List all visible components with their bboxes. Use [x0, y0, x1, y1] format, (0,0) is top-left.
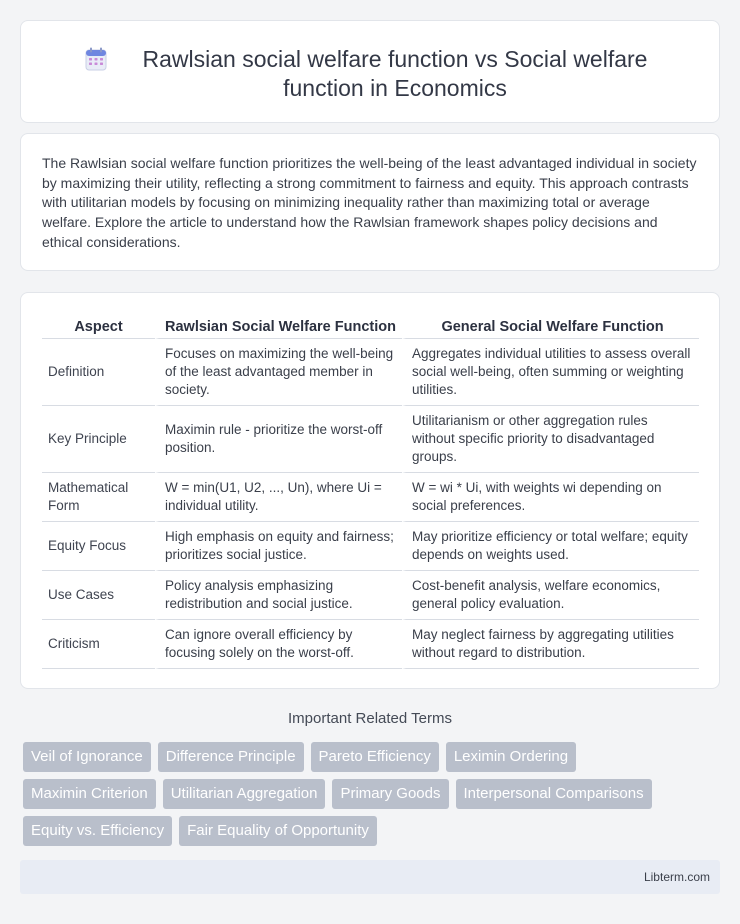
tag-row: [23, 779, 703, 809]
footer-site-link[interactable]: Libterm.com: [643, 870, 710, 884]
table-row: [42, 339, 699, 406]
tag-utilitarian-aggregation[interactable]: Utilitarian Aggregation: [163, 779, 326, 809]
row-general: Aggregates individual utilities to assess overall social well-being, often summing or weighting utilities.: [402, 339, 699, 406]
row-general: May prioritize efficiency or total welfare; equity depends on weights used.: [402, 522, 699, 571]
tag-difference-principle[interactable]: Difference Principle: [158, 742, 304, 772]
footer: [20, 860, 720, 894]
intro-paragraph: The Rawlsian social welfare function prioritizes the well-being of the least advantaged individual in society by maximizing their utility, reflecting a strong commitment to fairness and equity. This approach contrasts with utilitarian models by focusing on minimizing inequality rather than maximizing total or average welfare. Explore the article to understand how the Rawlsian framework shapes policy decisions and ethical considerations.: [42, 155, 697, 250]
tag-equity-vs-efficiency[interactable]: Equity vs. Efficiency: [23, 816, 172, 846]
table-row: [42, 406, 699, 473]
tag-row: [23, 816, 703, 846]
row-aspect: Equity Focus: [42, 522, 155, 571]
table-header-row: [42, 315, 699, 339]
table-row: [42, 522, 699, 571]
intro-card: [20, 133, 720, 271]
row-rawlsian: High emphasis on equity and fairness; prioritizes social justice.: [155, 522, 402, 571]
row-aspect: Criticism: [42, 620, 155, 669]
related-terms-title: Important Related Terms: [288, 710, 452, 727]
header-general: General Social Welfare Function: [402, 315, 699, 339]
title-card: [20, 20, 720, 123]
row-aspect: Mathematical Form: [42, 473, 155, 522]
tag-row: [23, 742, 703, 772]
comparison-table: [42, 315, 699, 669]
table-row: [42, 473, 699, 522]
page-title: Rawlsian social welfare function vs Social welfare function in Economics: [142, 46, 648, 101]
tag-primary-goods[interactable]: Primary Goods: [332, 779, 448, 809]
header-aspect: Aspect: [42, 315, 155, 339]
related-terms-list: [23, 742, 703, 853]
tag-leximin-ordering[interactable]: Leximin Ordering: [446, 742, 576, 772]
table-row: [42, 620, 699, 669]
row-general: W = wi * Ui, with weights wi depending on social preferences.: [402, 473, 699, 522]
row-rawlsian: Can ignore overall efficiency by focusing solely on the worst-off.: [155, 620, 402, 669]
tag-veil-of-ignorance[interactable]: Veil of Ignorance: [23, 742, 151, 772]
row-rawlsian: Maximin rule - prioritize the worst-off position.: [155, 406, 402, 473]
tag-maximin-criterion[interactable]: Maximin Criterion: [23, 779, 156, 809]
header-rawlsian: Rawlsian Social Welfare Function: [155, 315, 402, 339]
row-aspect: Definition: [42, 339, 155, 406]
tag-fair-equality-of-opportunity[interactable]: Fair Equality of Opportunity: [179, 816, 377, 846]
comparison-card: [20, 292, 720, 689]
row-rawlsian: Policy analysis emphasizing redistribution and social justice.: [155, 571, 402, 620]
row-general: Utilitarianism or other aggregation rules without specific priority to disadvantaged groups.: [402, 406, 699, 473]
table-row: [42, 571, 699, 620]
row-general: Cost-benefit analysis, welfare economics, general policy evaluation.: [402, 571, 699, 620]
row-aspect: Use Cases: [42, 571, 155, 620]
row-general: May neglect fairness by aggregating utilities without regard to distribution.: [402, 620, 699, 669]
tag-pareto-efficiency[interactable]: Pareto Efficiency: [311, 742, 439, 772]
row-rawlsian: Focuses on maximizing the well-being of the least advantaged member in society.: [155, 339, 402, 406]
page-title-wrap: [21, 45, 719, 103]
row-rawlsian: W = min(U1, U2, ..., Un), where Ui = individual utility.: [155, 473, 402, 522]
row-aspect: Key Principle: [42, 406, 155, 473]
tag-interpersonal-comparisons[interactable]: Interpersonal Comparisons: [456, 779, 652, 809]
